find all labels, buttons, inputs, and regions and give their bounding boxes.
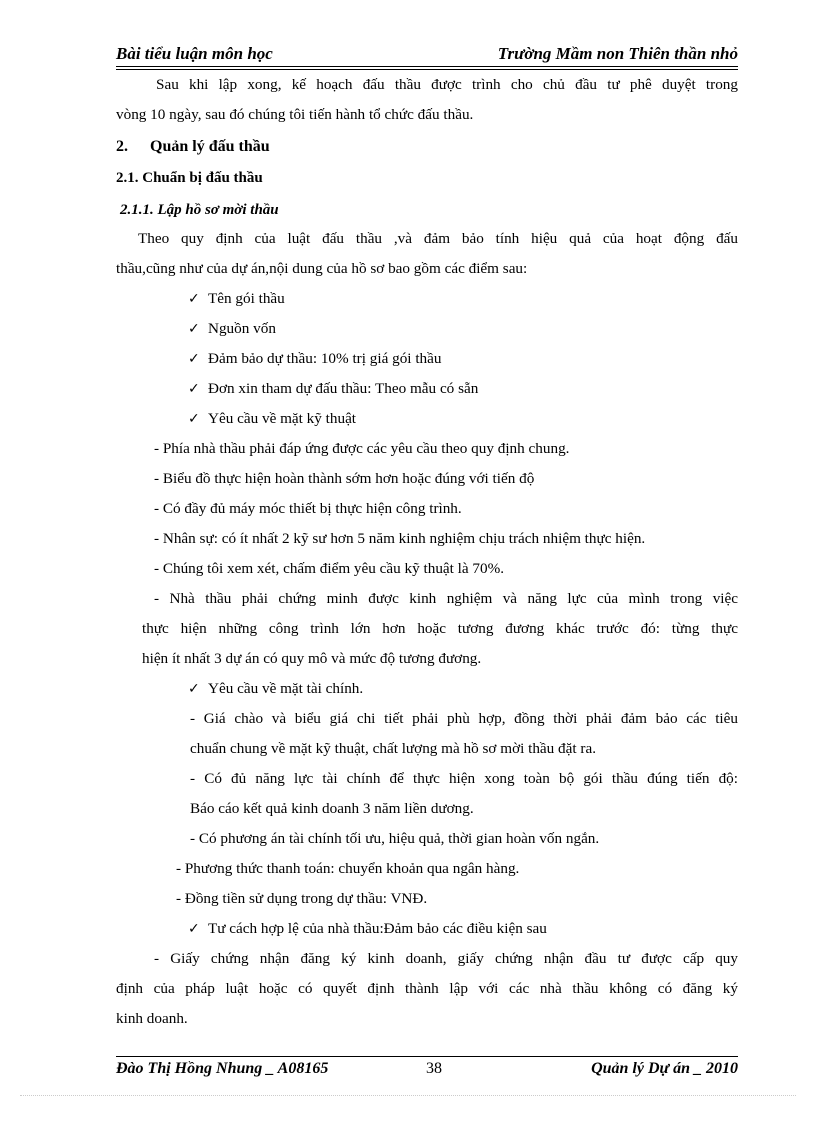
paragraph-line: vòng 10 ngày, sau đó chúng tôi tiến hành tổ chức đấu thầu. (116, 106, 474, 123)
checklist-item-label: Tư cách hợp lệ của nhà thầu:Đảm bảo các điều kiện sau (208, 920, 547, 937)
header-rule (116, 66, 738, 67)
checklist-item-label: Tên gói thầu (208, 290, 285, 307)
footer-author: Đào Thị Hồng Nhung _ A08165 (116, 1060, 329, 1077)
subsubsection-heading: 2.1.1. Lập hồ sơ mời thầu (120, 202, 279, 218)
section-number: 2. (116, 138, 128, 155)
paragraph-line: Báo cáo kết quả kinh doanh 3 năm liền dương. (190, 800, 474, 817)
dash-item: - Có đầy đủ máy móc thiết bị thực hiện công trình. (154, 500, 462, 517)
checkmark-icon: ✓ (188, 351, 200, 367)
paragraph-line: Theo quy định của luật đấu thầu ,và đảm bảo tính hiệu quả của hoạt động đấu (138, 230, 738, 247)
page-bottom-border (20, 1095, 796, 1096)
paragraph-line: - Giấy chứng nhận đăng ký kinh doanh, giấy chứng nhận đầu tư được cấp quy (154, 950, 738, 967)
checklist-item-label: Nguồn vốn (208, 320, 276, 337)
checkmark-icon: ✓ (188, 411, 200, 427)
footer-rule (116, 1056, 738, 1057)
paragraph-line: thầu,cũng như của dự án,nội dung của hồ sơ bao gồm các điểm sau: (116, 260, 528, 277)
checklist-item-label: Yêu cầu về mặt kỹ thuật (208, 410, 357, 427)
subsection-heading: 2.1. Chuẩn bị đấu thầu (116, 170, 263, 186)
checklist-item-label: Yêu cầu về mặt tài chính. (208, 680, 364, 697)
section-heading (116, 138, 270, 156)
checklist-item (188, 680, 363, 698)
paragraph-line: thực hiện những công trình lớn hơn hoặc tương đương khác trước đó: từng thực (142, 620, 738, 637)
checkmark-icon: ✓ (188, 381, 200, 397)
checklist-item (188, 920, 547, 938)
section-title: Quản lý đấu thầu (150, 138, 270, 155)
footer-course: Quản lý Dự án _ 2010 (591, 1060, 738, 1077)
dash-item: - Nhà thầu phải chứng minh được kinh nghiệm và năng lực của mình trong việc (154, 590, 738, 607)
finance-item: - Giá chào và biểu giá chi tiết phải phù hợp, đồng thời phải đảm bảo các tiêu (190, 710, 738, 727)
page-header (116, 42, 738, 68)
payment-item: - Đồng tiền sử dụng trong dự thầu: VNĐ. (176, 890, 428, 907)
paragraph-line: Sau khi lập xong, kế hoạch đấu thầu được trình cho chủ đầu tư phê duyệt trong (156, 76, 738, 93)
paragraph-line: hiện ít nhất 3 dự án có quy mô và mức độ tương đương. (142, 650, 482, 667)
finance-item: - Có đủ năng lực tài chính để thực hiện xong toàn bộ gói thầu đúng tiến độ: (190, 770, 738, 787)
page-number: 38 (426, 1060, 442, 1077)
checklist-item (188, 380, 478, 398)
checkmark-icon: ✓ (188, 921, 200, 937)
checklist-item (188, 410, 356, 428)
checkmark-icon: ✓ (188, 291, 200, 307)
dash-item: - Phía nhà thầu phải đáp ứng được các yêu cầu theo quy định chung. (154, 440, 570, 457)
dash-item: - Nhân sự: có ít nhất 2 kỹ sư hơn 5 năm kinh nghiệm chịu trách nhiệm thực hiện. (154, 530, 646, 547)
finance-item: - Có phương án tài chính tối ưu, hiệu quả, thời gian hoàn vốn ngắn. (190, 830, 600, 847)
paragraph-line: kinh doanh. (116, 1010, 188, 1027)
paragraph-line: chuẩn chung về mặt kỹ thuật, chất lượng mà hồ sơ mời thầu đặt ra. (190, 740, 597, 757)
checklist-item (188, 290, 285, 308)
payment-item: - Phương thức thanh toán: chuyển khoản qua ngân hàng. (176, 860, 520, 877)
dash-item: - Biểu đồ thực hiện hoàn thành sớm hơn hoặc đúng với tiến độ (154, 470, 535, 487)
paragraph-line: định của pháp luật hoặc có quyết định thành lập với các nhà thầu không có đăng ký (116, 980, 738, 997)
header-right-title: Trường Mầm non Thiên thần nhỏ (497, 44, 738, 63)
checklist-item-label: Đơn xin tham dự đấu thầu: Theo mẫu có sẵn (208, 380, 479, 397)
dash-item: - Chúng tôi xem xét, chấm điểm yêu cầu kỹ thuật là 70%. (154, 560, 505, 577)
checkmark-icon: ✓ (188, 321, 200, 337)
checklist-item (188, 320, 276, 338)
header-rule-thin (116, 69, 738, 70)
checklist-item (188, 350, 441, 368)
page-footer (116, 1052, 738, 1082)
checkmark-icon: ✓ (188, 681, 200, 697)
checklist-item-label: Đảm bảo dự thầu: 10% trị giá gói thầu (208, 350, 442, 367)
header-left-title: Bài tiểu luận môn học (116, 44, 273, 63)
